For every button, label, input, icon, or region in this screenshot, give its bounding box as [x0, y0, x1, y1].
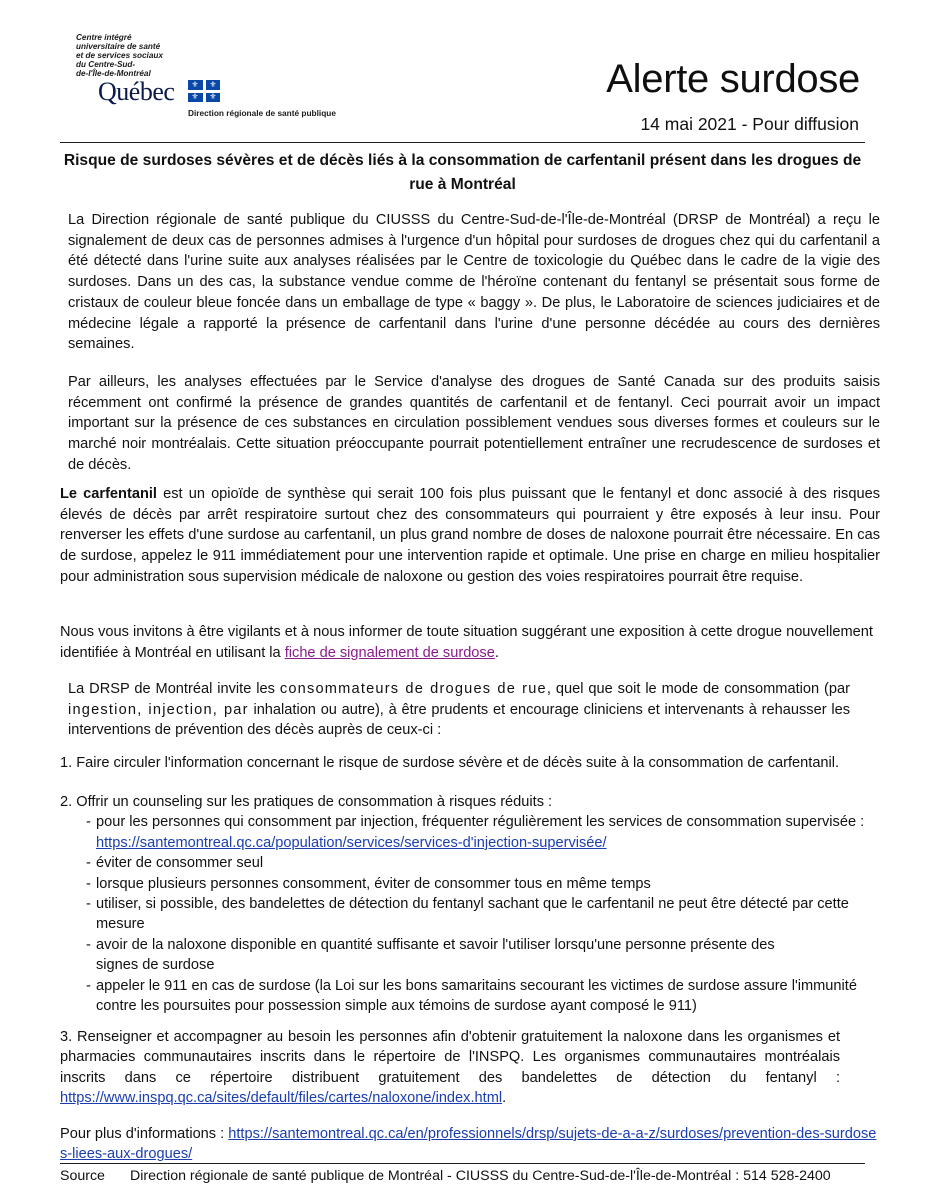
alert-headline: Risque de surdoses sévères et de décès liés à la consommation de carfentanil présent dans les drogues de rue à Montréal: [63, 152, 862, 193]
signalement-form-link[interactable]: fiche de signalement de surdose: [284, 644, 495, 661]
logo-organization-name: [76, 34, 196, 79]
paragraph-text: consommateurs de drogues de rue: [279, 681, 547, 697]
publication-date: 14 mai 2021 - Pour diffusion: [640, 114, 859, 134]
logo-line: Centre intégré: [76, 33, 132, 42]
santemontreal-prevention-link[interactable]: https://santemontreal.qc.ca/en/professionnels/drsp/sujets-de-a-a-z/surdoses/prevention-des-surdoses-liees-aux-drogues/: [60, 1126, 877, 1163]
punctuation: .: [502, 1090, 507, 1107]
sub-item: - éviter de consommer seul: [86, 855, 264, 872]
sub-item: - utiliser, si possible, des bandelettes de détection du fentanyl sachant que le carfentanil ne peut être détecté par cette mesure: [86, 896, 849, 933]
logo-line: de-l'Île-de-Montréal: [76, 68, 151, 78]
supervised-injection-link[interactable]: https://santemontreal.qc.ca/population/services/services-d'injection-supervisée/: [96, 834, 607, 851]
paragraph-text: , quel que soit le mode de consommation (par: [546, 681, 850, 697]
more-info-label: Pour plus d'informations :: [60, 1126, 229, 1142]
footer-divider: [60, 1163, 865, 1164]
sub-item-text: utiliser, si possible, des bandelettes de détection du fentanyl sachant que le carfentanil ne peut être détecté par cette mesure: [96, 896, 849, 933]
paragraph-carfentanil: [60, 484, 880, 588]
inspq-naloxone-link[interactable]: https://www.inspq.qc.ca/sites/default/files/cartes/naloxone/index.html: [60, 1090, 503, 1107]
paragraph-invitation: [68, 679, 850, 741]
quebec-flag-icon: ⚜ ⚜ ⚜ ⚜: [188, 80, 220, 102]
sub-item: - pour les personnes qui consomment par injection, fréquenter régulièrement les services de consommation supervisée : https://santemontreal.qc.ca/population/services/services-d'injection-supervisée/: [86, 814, 865, 851]
paragraph-analyses: Par ailleurs, les analyses effectuées par le Service d'analyse des drogues de Santé Canada sur des produits saisis récemment ont confirmé la présence de grandes quantités de carfentanil et de fentanyl. Ceci pourrait avoir un impact important sur la présence de ces substances en circulation possiblement vendues sous diverses formes et couleurs sur le marché noir montréalais. Cette situation préoccupante pourrait potentiellement entraîner une recrudescence de surdoses et de décès.: [68, 374, 880, 473]
quebec-wordmark: Québec: [98, 77, 175, 106]
logo-line: du Centre-Sud-: [76, 59, 136, 69]
paragraph-text: La DRSP de Montréal invite les: [68, 681, 280, 697]
ciusss-logo: [76, 34, 366, 122]
sub-item-text: pour les personnes qui consomment par injection, fréquenter régulièrement les services de consommation supervisée :: [96, 814, 865, 831]
list-item-2-lead: 2. Offrir un counseling sur les pratiques de consommation à risques réduits :: [60, 794, 553, 810]
paragraph-text: ingestion, injection, par: [68, 701, 249, 718]
paragraph-vigilance: [60, 622, 880, 663]
list-item-2: [60, 792, 890, 1016]
list-item-3: [60, 1027, 840, 1109]
sub-item-text: éviter de consommer seul: [96, 855, 264, 872]
footer-source: [60, 1166, 865, 1186]
carfentanil-term: Le carfentanil: [60, 486, 157, 502]
paragraph-text: Nous vous invitons à être vigilants et à nous informer de toute situation suggérant une exposition à cette drogue nouvellement identifiée à Montréal en utilisant la: [60, 624, 873, 661]
source-text: Direction régionale de santé publique de Montréal - CIUSSS du Centre-Sud-de-l'Île-de-Montréal : 514 528-2400: [130, 1168, 831, 1184]
page-title: Alerte surdose: [606, 57, 860, 101]
list-item-1: 1. Faire circuler l'information concernant le risque de surdose sévère et de décès suite à la consommation de carfentanil.: [60, 755, 840, 771]
logo-line: et de services sociaux: [76, 50, 163, 60]
punctuation: .: [494, 644, 499, 661]
list-item-text: 3. Renseigner et accompagner au besoin les personnes afin d'obtenir gratuitement la naloxone dans les organismes et pharmacies communautaires inscrits dans le répertoire de l'INSPQ. Les organismes communautaires montréalais inscrits dans ce répertoire distribuent gratuitement des bandelettes de détection du fentanyl :: [60, 1029, 840, 1086]
logo-line: universitaire de santé: [76, 41, 161, 51]
sub-item-text: lorsque plusieurs personnes consomment, éviter de consommer tous en même temps: [96, 875, 651, 892]
more-info: [60, 1124, 880, 1165]
logo-subunit: Direction régionale de santé publique: [188, 108, 336, 118]
paragraph-text: est un opioïde de synthèse qui serait 100 fois plus puissant que le fentanyl et donc associé à des risques élevés de décès par arrêt respiratoire surtout chez des consommateurs qui pourraient y être exposés à leur insu. Pour renverser les effets d'une surdose au carfentanil, un plus grand nombre de doses de naloxone pourrait être nécessaire. En cas de surdose, appelez le 911 immédiatement pour une intervention rapide et optimale. Une prise en charge en milieu hospitalier pour administration sous supervision médicale de naloxone ou gestion des voies respiratoires pourrait être requise.: [60, 486, 880, 585]
sub-item: - lorsque plusieurs personnes consomment, éviter de consommer tous en même temps: [86, 875, 651, 892]
source-label: Source: [60, 1168, 105, 1184]
sub-item-text: appeler le 911 en cas de surdose (la Loi sur les bons samaritains secourant les victimes de surdose assure l'immunité contre les poursuites pour possession simple aux témoins de surdose ayant composé le 911): [96, 977, 857, 1015]
paragraph-text: inhalation ou autre), à être prudents et encourage cliniciens et intervenants à rehausser les interventions de prévention des décès auprès de ceux-ci :: [68, 701, 850, 739]
sub-item: - appeler le 911 en cas de surdose (la Loi sur les bons samaritains secourant les victimes de surdose assure l'immunité contre les poursuites pour possession simple aux témoins de surdose ayant composé le 911): [86, 977, 857, 1015]
header-divider: [60, 142, 865, 143]
sub-item: - avoir de la naloxone disponible en quantité suffisante et savoir l'utiliser lorsqu'une personne présente des signes de surdose: [86, 936, 775, 974]
paragraph-signalement: La Direction régionale de santé publique du CIUSSS du Centre-Sud-de-l'Île-de-Montréal (DRSP de Montréal) a reçu le signalement de deux cas de personnes admises à l'urgence d'un hôpital pour surdoses de drogues chez qui du carfentanil a été détecté dans l'urine suite aux analyses réalisées par le Centre de toxicologie du Québec dans le cadre de la vigie des surdoses. Dans un des cas, la substance vendue comme de l'héroïne contenant du fentanyl se présentait sous forme de cristaux de couleur bleue foncée dans un emballage de type « baggy ». De plus, le Laboratoire de sciences judiciaires et de médecine légale a rapporté la présence de carfentanil dans l'urine d'une personne décédée au cours des dernières semaines.: [68, 212, 880, 353]
sub-item-text: avoir de la naloxone disponible en quantité suffisante et savoir l'utiliser lorsqu'une personne présente des signes de surdose: [96, 936, 775, 974]
